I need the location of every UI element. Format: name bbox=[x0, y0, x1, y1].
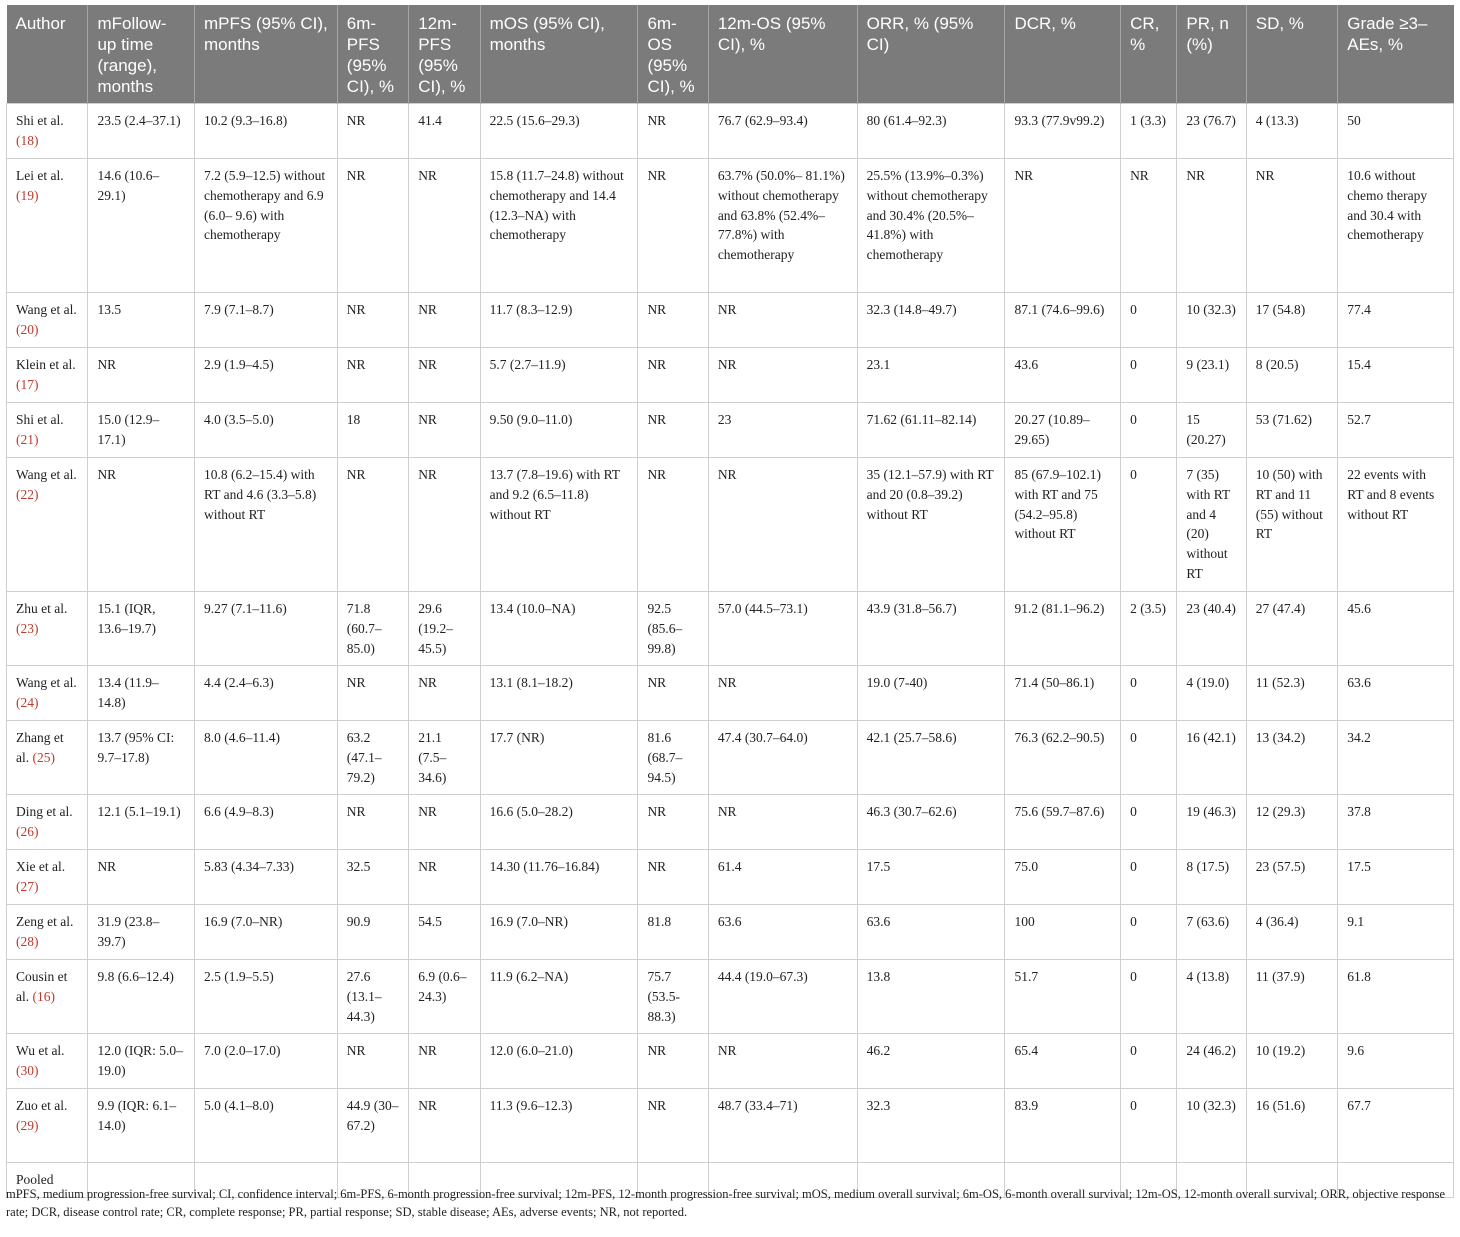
table-cell: NR bbox=[337, 666, 408, 721]
column-header: 12m-PFS (95% CI), % bbox=[409, 5, 480, 104]
column-header: Grade ≥3–AEs, % bbox=[1338, 5, 1454, 104]
table-cell: 0 bbox=[1121, 960, 1177, 1034]
table-cell: 0 bbox=[1121, 666, 1177, 721]
table-cell: 2.5 (1.9–5.5) bbox=[195, 960, 338, 1034]
table-cell: 0 bbox=[1121, 403, 1177, 458]
author-name: Cousin et al. bbox=[16, 969, 68, 1004]
table-row bbox=[7, 159, 1454, 293]
table-cell: NR bbox=[409, 458, 480, 592]
citation-link[interactable]: (30) bbox=[16, 1062, 39, 1078]
column-header: PR, n (%) bbox=[1177, 5, 1246, 104]
table-cell: 44.4 (19.0–67.3) bbox=[708, 960, 857, 1034]
table-cell: 15.8 (11.7–24.8) without chemotherapy and 14.4 (12.3–NA) with chemotherapy bbox=[480, 159, 638, 293]
author-name: Shi et al. bbox=[16, 113, 64, 128]
table-cell: NR bbox=[337, 1034, 408, 1089]
citation-link[interactable]: (19) bbox=[16, 187, 39, 203]
table-cell: NR bbox=[409, 1034, 480, 1089]
table-cell: 11 (52.3) bbox=[1246, 666, 1338, 721]
table-row bbox=[7, 905, 1454, 960]
column-header: DCR, % bbox=[1005, 5, 1121, 104]
citation-link[interactable]: (29) bbox=[16, 1117, 39, 1133]
table-cell: 51.7 bbox=[1005, 960, 1121, 1034]
table-cell: 46.3 (30.7–62.6) bbox=[857, 795, 1005, 850]
table-cell: 0 bbox=[1121, 293, 1177, 348]
table-cell: NR bbox=[708, 795, 857, 850]
table-cell: NR bbox=[409, 159, 480, 293]
column-header: Author bbox=[7, 5, 88, 104]
author-cell bbox=[7, 850, 88, 905]
table-cell: NR bbox=[88, 850, 195, 905]
table-cell: 2 (3.5) bbox=[1121, 592, 1177, 666]
table-cell: 32.3 bbox=[857, 1089, 1005, 1163]
table-row bbox=[7, 348, 1454, 403]
table-cell: 35 (12.1–57.9) with RT and 20 (0.8–39.2) without RT bbox=[857, 458, 1005, 592]
table-cell: 10.8 (6.2–15.4) with RT and 4.6 (3.3–5.8) without RT bbox=[195, 458, 338, 592]
citation-link[interactable]: (21) bbox=[16, 431, 39, 447]
table-cell: 85 (67.9–102.1) with RT and 75 (54.2–95.8) without RT bbox=[1005, 458, 1121, 592]
table-cell: 8.0 (4.6–11.4) bbox=[195, 721, 338, 795]
table-cell: 91.2 (81.1–96.2) bbox=[1005, 592, 1121, 666]
table-cell: NR bbox=[337, 159, 408, 293]
table-cell: 76.7 (62.9–93.4) bbox=[708, 104, 857, 159]
table-cell: NR bbox=[337, 104, 408, 159]
table-cell: 10.2 (9.3–16.8) bbox=[195, 104, 338, 159]
table-cell: NR bbox=[638, 293, 708, 348]
table-cell: 42.1 (25.7–58.6) bbox=[857, 721, 1005, 795]
author-name: Wu et al. bbox=[16, 1043, 65, 1058]
table-cell: NR bbox=[638, 458, 708, 592]
column-header: CR, % bbox=[1121, 5, 1177, 104]
table-cell: 9.6 bbox=[1338, 1034, 1454, 1089]
table-cell: 63.6 bbox=[708, 905, 857, 960]
table-row bbox=[7, 1089, 1454, 1163]
table-cell: NR bbox=[409, 666, 480, 721]
author-name: Klein et al. bbox=[16, 357, 76, 372]
table-cell: 10.6 without chemo therapy and 30.4 with chemotherapy bbox=[1338, 159, 1454, 293]
citation-link[interactable]: (26) bbox=[16, 823, 39, 839]
table-cell: NR bbox=[708, 666, 857, 721]
table-cell: 5.7 (2.7–11.9) bbox=[480, 348, 638, 403]
table-cell: NR bbox=[638, 348, 708, 403]
table-cell: 11.7 (8.3–12.9) bbox=[480, 293, 638, 348]
table-cell: 52.7 bbox=[1338, 403, 1454, 458]
citation-link[interactable]: (25) bbox=[32, 749, 55, 765]
table-cell: 23 (76.7) bbox=[1177, 104, 1246, 159]
table-cell: NR bbox=[88, 348, 195, 403]
table-cell: 4 (19.0) bbox=[1177, 666, 1246, 721]
table-cell: 23 (57.5) bbox=[1246, 850, 1338, 905]
table-cell: 16.6 (5.0–28.2) bbox=[480, 795, 638, 850]
table-cell: 1 (3.3) bbox=[1121, 104, 1177, 159]
citation-link[interactable]: (18) bbox=[16, 132, 39, 148]
author-cell bbox=[7, 905, 88, 960]
citation-link[interactable]: (20) bbox=[16, 321, 39, 337]
author-name: Wang et al. bbox=[16, 675, 77, 690]
table-cell: 46.2 bbox=[857, 1034, 1005, 1089]
author-cell bbox=[7, 104, 88, 159]
table-cell: 6.6 (4.9–8.3) bbox=[195, 795, 338, 850]
table-cell: 19.0 (7-40) bbox=[857, 666, 1005, 721]
table-cell: 16 (51.6) bbox=[1246, 1089, 1338, 1163]
table-row bbox=[7, 850, 1454, 905]
author-cell bbox=[7, 1034, 88, 1089]
table-cell: NR bbox=[337, 293, 408, 348]
table-cell: NR bbox=[337, 458, 408, 592]
author-name: Wang et al. bbox=[16, 302, 77, 317]
column-header: mOS (95% CI), months bbox=[480, 5, 638, 104]
table-cell: 13.1 (8.1–18.2) bbox=[480, 666, 638, 721]
table-cell: 71.8 (60.7– 85.0) bbox=[337, 592, 408, 666]
table-cell: 77.4 bbox=[1338, 293, 1454, 348]
citation-link[interactable]: (24) bbox=[16, 694, 39, 710]
table-cell: 71.62 (61.11–82.14) bbox=[857, 403, 1005, 458]
table-cell: 12.1 (5.1–19.1) bbox=[88, 795, 195, 850]
table-cell: 15 (20.27) bbox=[1177, 403, 1246, 458]
table-cell: 7 (35) with RT and 4 (20) without RT bbox=[1177, 458, 1246, 592]
citation-link[interactable]: (28) bbox=[16, 933, 39, 949]
table-cell: 27 (47.4) bbox=[1246, 592, 1338, 666]
table-cell: 7.9 (7.1–8.7) bbox=[195, 293, 338, 348]
author-name: Zhang et al. bbox=[16, 730, 64, 765]
table-cell: 0 bbox=[1121, 458, 1177, 592]
table-row bbox=[7, 795, 1454, 850]
table-cell: 0 bbox=[1121, 1034, 1177, 1089]
table-cell: 41.4 bbox=[409, 104, 480, 159]
table-cell: 9.1 bbox=[1338, 905, 1454, 960]
table-cell: 8 (20.5) bbox=[1246, 348, 1338, 403]
author-name: Zhu et al. bbox=[16, 601, 68, 616]
table-cell: 57.0 (44.5–73.1) bbox=[708, 592, 857, 666]
table-row bbox=[7, 293, 1454, 348]
table-cell: 12.0 (6.0–21.0) bbox=[480, 1034, 638, 1089]
table-cell: NR bbox=[638, 850, 708, 905]
table-cell: 61.8 bbox=[1338, 960, 1454, 1034]
results-table bbox=[6, 5, 1454, 1198]
table-cell: 0 bbox=[1121, 850, 1177, 905]
author-cell bbox=[7, 403, 88, 458]
table-cell: 17 (54.8) bbox=[1246, 293, 1338, 348]
table-cell: 17.5 bbox=[857, 850, 1005, 905]
table-cell: NR bbox=[638, 403, 708, 458]
table-cell: 13.4 (10.0–NA) bbox=[480, 592, 638, 666]
table-cell: 9.27 (7.1–11.6) bbox=[195, 592, 338, 666]
table-cell: 10 (32.3) bbox=[1177, 1089, 1246, 1163]
table-cell: 80 (61.4–92.3) bbox=[857, 104, 1005, 159]
table-cell: NR bbox=[409, 1089, 480, 1163]
table-cell: 43.6 bbox=[1005, 348, 1121, 403]
table-cell: 83.9 bbox=[1005, 1089, 1121, 1163]
table-cell: 16 (42.1) bbox=[1177, 721, 1246, 795]
citation-link[interactable]: (22) bbox=[16, 486, 39, 502]
table-cell: 13 (34.2) bbox=[1246, 721, 1338, 795]
table-cell: NR bbox=[409, 850, 480, 905]
table-cell: 18 bbox=[337, 403, 408, 458]
citation-link[interactable]: (17) bbox=[16, 376, 39, 392]
table-row bbox=[7, 592, 1454, 666]
table-cell: 16.9 (7.0–NR) bbox=[480, 905, 638, 960]
table-cell: 4 (36.4) bbox=[1246, 905, 1338, 960]
table-cell: 76.3 (62.2–90.5) bbox=[1005, 721, 1121, 795]
table-cell: NR bbox=[337, 348, 408, 403]
table-cell: 75.7 (53.5- 88.3) bbox=[638, 960, 708, 1034]
table-cell: 23 bbox=[708, 403, 857, 458]
table-row bbox=[7, 666, 1454, 721]
table-cell: 8 (17.5) bbox=[1177, 850, 1246, 905]
table-cell: 100 bbox=[1005, 905, 1121, 960]
table-cell: 21.1 (7.5– 34.6) bbox=[409, 721, 480, 795]
table-cell: 90.9 bbox=[337, 905, 408, 960]
author-cell bbox=[7, 592, 88, 666]
table-cell: NR bbox=[638, 666, 708, 721]
author-cell bbox=[7, 458, 88, 592]
table-row bbox=[7, 960, 1454, 1034]
author-cell bbox=[7, 795, 88, 850]
table-cell: 50 bbox=[1338, 104, 1454, 159]
table-cell: 13.7 (95% CI: 9.7–17.8) bbox=[88, 721, 195, 795]
table-cell: 93.3 (77.9v99.2) bbox=[1005, 104, 1121, 159]
table-cell: NR bbox=[1121, 159, 1177, 293]
table-cell: NR bbox=[1005, 159, 1121, 293]
citation-link[interactable]: (16) bbox=[32, 988, 55, 1004]
table-cell: 63.2 (47.1– 79.2) bbox=[337, 721, 408, 795]
author-name: Lei et al. bbox=[16, 168, 64, 183]
table-row bbox=[7, 104, 1454, 159]
table-cell: 32.5 bbox=[337, 850, 408, 905]
table-cell: NR bbox=[708, 348, 857, 403]
table-body bbox=[7, 104, 1454, 1198]
table-cell: 15.4 bbox=[1338, 348, 1454, 403]
table-cell: 10 (19.2) bbox=[1246, 1034, 1338, 1089]
table-cell: 81.8 bbox=[638, 905, 708, 960]
table-cell: 43.9 (31.8–56.7) bbox=[857, 592, 1005, 666]
table-cell: NR bbox=[708, 458, 857, 592]
table-cell: NR bbox=[708, 1034, 857, 1089]
table-cell: 24 (46.2) bbox=[1177, 1034, 1246, 1089]
table-cell: 0 bbox=[1121, 795, 1177, 850]
table-cell: 0 bbox=[1121, 721, 1177, 795]
table-cell: 23.5 (2.4–37.1) bbox=[88, 104, 195, 159]
table-cell: NR bbox=[638, 1089, 708, 1163]
table-cell: 11.3 (9.6–12.3) bbox=[480, 1089, 638, 1163]
table-cell: NR bbox=[638, 104, 708, 159]
table-cell: 12.0 (IQR: 5.0–19.0) bbox=[88, 1034, 195, 1089]
author-cell bbox=[7, 721, 88, 795]
table-cell: 12 (29.3) bbox=[1246, 795, 1338, 850]
table-cell: NR bbox=[638, 1034, 708, 1089]
table-cell: NR bbox=[409, 795, 480, 850]
table-cell: 2.9 (1.9–4.5) bbox=[195, 348, 338, 403]
author-cell bbox=[7, 666, 88, 721]
table-cell: 27.6 (13.1– 44.3) bbox=[337, 960, 408, 1034]
table-cell: NR bbox=[88, 458, 195, 592]
column-header: mPFS (95% CI), months bbox=[195, 5, 338, 104]
table-cell: 54.5 bbox=[409, 905, 480, 960]
table-cell: 10 (50) with RT and 11 (55) without RT bbox=[1246, 458, 1338, 592]
table-cell: 5.0 (4.1–8.0) bbox=[195, 1089, 338, 1163]
author-name: Zeng et al. bbox=[16, 914, 74, 929]
table-cell: 37.8 bbox=[1338, 795, 1454, 850]
author-cell bbox=[7, 159, 88, 293]
table-cell: 81.6 (68.7– 94.5) bbox=[638, 721, 708, 795]
citation-link[interactable]: (23) bbox=[16, 620, 39, 636]
table-cell: 0 bbox=[1121, 348, 1177, 403]
column-header: 6m-OS (95% CI), % bbox=[638, 5, 708, 104]
citation-link[interactable]: (27) bbox=[16, 878, 39, 894]
table-cell: NR bbox=[638, 795, 708, 850]
table-cell: 61.4 bbox=[708, 850, 857, 905]
table-cell: 6.9 (0.6– 24.3) bbox=[409, 960, 480, 1034]
author-cell bbox=[7, 960, 88, 1034]
table-cell: NR bbox=[409, 403, 480, 458]
table-cell: 13.4 (11.9–14.8) bbox=[88, 666, 195, 721]
column-header: SD, % bbox=[1246, 5, 1338, 104]
author-name: Zuo et al. bbox=[16, 1098, 68, 1113]
table-cell: 13.8 bbox=[857, 960, 1005, 1034]
table-cell: 4 (13.3) bbox=[1246, 104, 1338, 159]
table-cell: 11 (37.9) bbox=[1246, 960, 1338, 1034]
column-header: ORR, % (95% CI) bbox=[857, 5, 1005, 104]
table-cell: 71.4 (50–86.1) bbox=[1005, 666, 1121, 721]
table-cell: 65.4 bbox=[1005, 1034, 1121, 1089]
table-cell: 9.9 (IQR: 6.1–14.0) bbox=[88, 1089, 195, 1163]
table-cell: 0 bbox=[1121, 1089, 1177, 1163]
author-cell bbox=[7, 293, 88, 348]
table-cell: 63.7% (50.0%– 81.1%) without chemotherapy and 63.8% (52.4%– 77.8%) with chemotherapy bbox=[708, 159, 857, 293]
table-cell: NR bbox=[1177, 159, 1246, 293]
table-cell: 87.1 (74.6–99.6) bbox=[1005, 293, 1121, 348]
author-cell bbox=[7, 1089, 88, 1163]
table-cell: NR bbox=[1246, 159, 1338, 293]
table-cell: 0 bbox=[1121, 905, 1177, 960]
table-cell: 23.1 bbox=[857, 348, 1005, 403]
table-cell: 4 (13.8) bbox=[1177, 960, 1246, 1034]
table-cell: 67.7 bbox=[1338, 1089, 1454, 1163]
table-cell: 7.0 (2.0–17.0) bbox=[195, 1034, 338, 1089]
table-row bbox=[7, 403, 1454, 458]
table-cell: 48.7 (33.4–71) bbox=[708, 1089, 857, 1163]
table-cell: NR bbox=[337, 795, 408, 850]
table-cell: NR bbox=[409, 293, 480, 348]
author-name: Xie et al. bbox=[16, 859, 66, 874]
table-cell: 29.6 (19.2– 45.5) bbox=[409, 592, 480, 666]
table-cell: 22 events with RT and 8 events without RT bbox=[1338, 458, 1454, 592]
table-cell: 13.7 (7.8–19.6) with RT and 9.2 (6.5–11.8) without RT bbox=[480, 458, 638, 592]
table-cell: 10 (32.3) bbox=[1177, 293, 1246, 348]
table-cell: 17.7 (NR) bbox=[480, 721, 638, 795]
table-cell: 7 (63.6) bbox=[1177, 905, 1246, 960]
table-cell: 75.0 bbox=[1005, 850, 1121, 905]
author-name: Ding et al. bbox=[16, 804, 73, 819]
table-cell: 9.8 (6.6–12.4) bbox=[88, 960, 195, 1034]
table-cell: 14.30 (11.76–16.84) bbox=[480, 850, 638, 905]
table-cell: 20.27 (10.89–29.65) bbox=[1005, 403, 1121, 458]
table-cell: 75.6 (59.7–87.6) bbox=[1005, 795, 1121, 850]
table-row bbox=[7, 721, 1454, 795]
table-cell: 53 (71.62) bbox=[1246, 403, 1338, 458]
table-cell: 11.9 (6.2–NA) bbox=[480, 960, 638, 1034]
table-cell: 44.9 (30– 67.2) bbox=[337, 1089, 408, 1163]
table-cell: NR bbox=[708, 293, 857, 348]
table-cell: 15.1 (IQR, 13.6–19.7) bbox=[88, 592, 195, 666]
table-cell: 32.3 (14.8–49.7) bbox=[857, 293, 1005, 348]
table-cell: 19 (46.3) bbox=[1177, 795, 1246, 850]
table-cell: 4.4 (2.4–6.3) bbox=[195, 666, 338, 721]
table-cell: 16.9 (7.0–NR) bbox=[195, 905, 338, 960]
table-cell: 15.0 (12.9–17.1) bbox=[88, 403, 195, 458]
table-row bbox=[7, 1034, 1454, 1089]
column-header: mFollow-up time (range), months bbox=[88, 5, 195, 104]
table-cell: 17.5 bbox=[1338, 850, 1454, 905]
table-cell: 63.6 bbox=[857, 905, 1005, 960]
table-cell: 23 (40.4) bbox=[1177, 592, 1246, 666]
author-name: Wang et al. bbox=[16, 467, 77, 482]
header-row bbox=[7, 5, 1454, 104]
author-cell bbox=[7, 348, 88, 403]
table-cell: 9 (23.1) bbox=[1177, 348, 1246, 403]
author-name: Pooled bbox=[16, 1172, 54, 1187]
table-cell: 7.2 (5.9–12.5) without chemotherapy and 6.9 (6.0– 9.6) with chemotherapy bbox=[195, 159, 338, 293]
author-name: Shi et al. bbox=[16, 412, 64, 427]
table-cell: 14.6 (10.6–29.1) bbox=[88, 159, 195, 293]
table-cell: 47.4 (30.7–64.0) bbox=[708, 721, 857, 795]
table-footnote: mPFS, medium progression-free survival; CI, confidence interval; 6m-PFS, 6-month progression-free survival; 12m-PFS, 12-month progression-free survival; mOS, medium overall survival; 6m-OS, 6-month overall survival; 12m-OS, 12-month overall survival; ORR, objective response rate; DCR, disease control rate; CR, complete response; PR, partial response; SD, stable disease; AEs, adverse events; NR, not reported. bbox=[6, 1187, 1446, 1219]
column-header: 6m-PFS (95% CI), % bbox=[337, 5, 408, 104]
table-cell: 25.5% (13.9%–0.3%) without chemotherapy and 30.4% (20.5%– 41.8%) with chemotherapy bbox=[857, 159, 1005, 293]
table-cell: 22.5 (15.6–29.3) bbox=[480, 104, 638, 159]
table-cell: 45.6 bbox=[1338, 592, 1454, 666]
table-cell: 34.2 bbox=[1338, 721, 1454, 795]
table-cell: NR bbox=[638, 159, 708, 293]
table-cell: 4.0 (3.5–5.0) bbox=[195, 403, 338, 458]
table-cell: NR bbox=[409, 348, 480, 403]
table-cell: 92.5 (85.6– 99.8) bbox=[638, 592, 708, 666]
table-row bbox=[7, 458, 1454, 592]
table-cell: 5.83 (4.34–7.33) bbox=[195, 850, 338, 905]
table-cell: 63.6 bbox=[1338, 666, 1454, 721]
column-header: 12m-OS (95% CI), % bbox=[708, 5, 857, 104]
table-cell: 9.50 (9.0–11.0) bbox=[480, 403, 638, 458]
table-cell: 13.5 bbox=[88, 293, 195, 348]
table-cell: 31.9 (23.8–39.7) bbox=[88, 905, 195, 960]
